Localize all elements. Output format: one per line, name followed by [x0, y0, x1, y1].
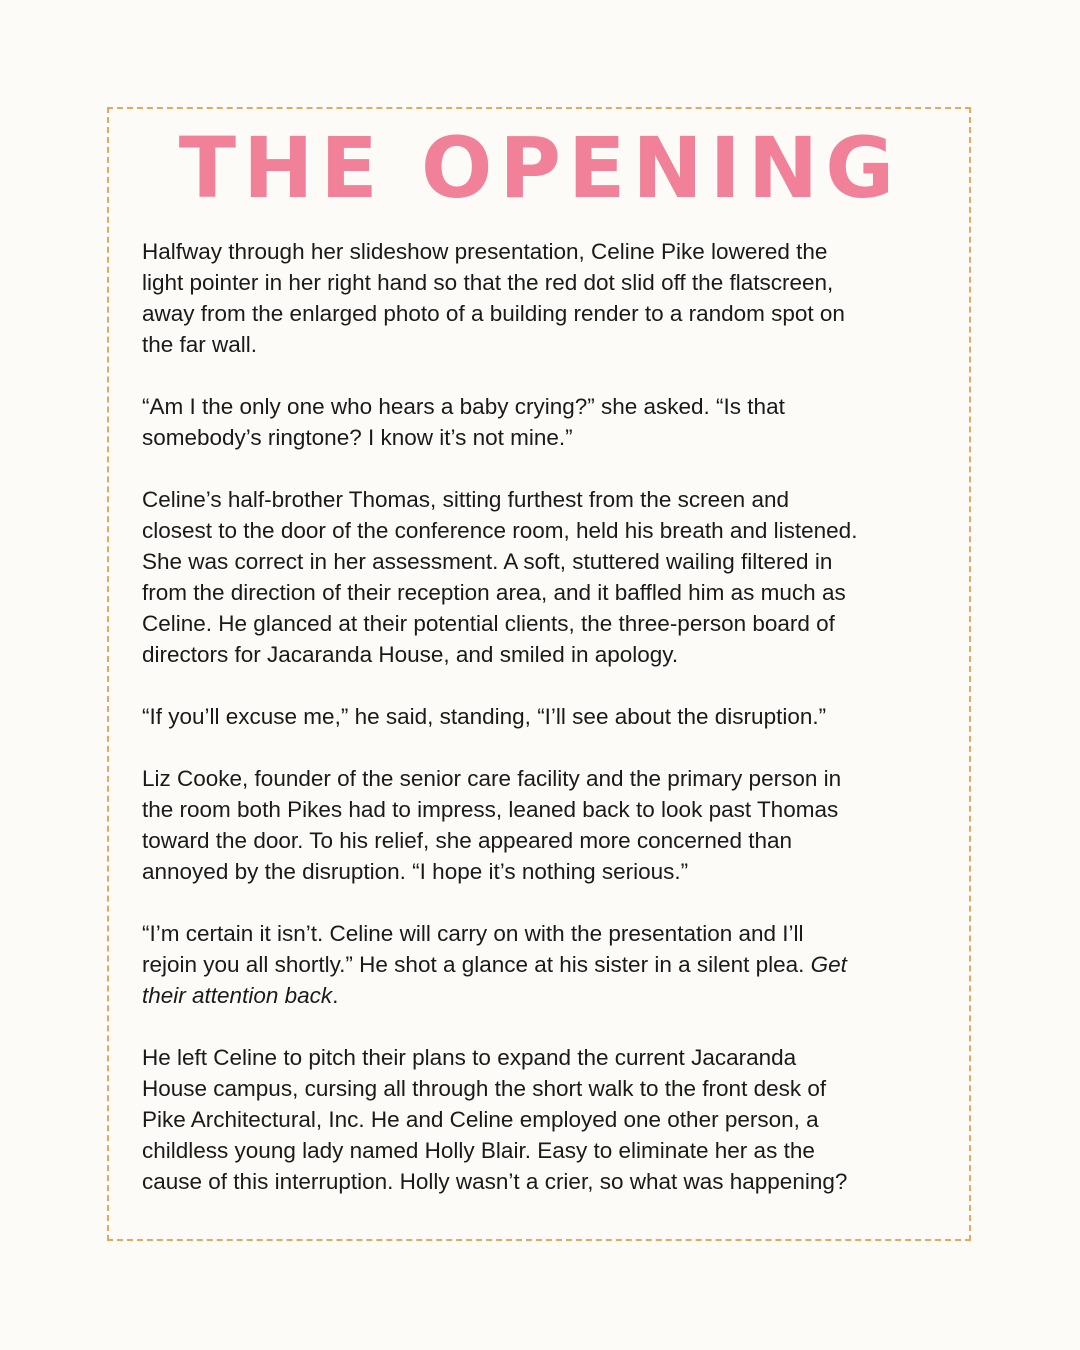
text-line: She was correct in her assessment. A soft, stuttered wailing filtered in	[142, 549, 833, 574]
text-line: somebody’s ringtone? I know it’s not mine.”	[142, 425, 573, 450]
text-line: from the direction of their reception area, and it baffled him as much as	[142, 580, 846, 605]
paragraph-6	[142, 918, 942, 1011]
text-line: directors for Jacaranda House, and smiled in apology.	[142, 642, 679, 667]
text-run: .	[332, 983, 339, 1008]
paragraph-5	[142, 763, 942, 887]
text-line: away from the enlarged photo of a building render to a random spot on	[142, 301, 845, 326]
text-line: toward the door. To his relief, she appeared more concerned than	[142, 828, 792, 853]
text-line: “If you’ll excuse me,” he said, standing, “I’ll see about the disruption.”	[142, 704, 827, 729]
page-title: THE OPENING	[178, 119, 902, 217]
text-line: closest to the door of the conference room, held his breath and listened.	[142, 518, 858, 543]
paragraph-4	[142, 701, 942, 732]
text-line: House campus, cursing all through the short walk to the front desk of	[142, 1076, 827, 1101]
text-line: the room both Pikes had to impress, leaned back to look past Thomas	[142, 797, 839, 822]
text-line: annoyed by the disruption. “I hope it’s nothing serious.”	[142, 859, 689, 884]
text-line: childless young lady named Holly Blair. Easy to eliminate her as the	[142, 1138, 815, 1163]
text-line: He left Celine to pitch their plans to expand the current Jacaranda	[142, 1045, 797, 1070]
paragraph-2	[142, 391, 942, 453]
text-line: Liz Cooke, founder of the senior care facility and the primary person in	[142, 766, 842, 791]
text-line	[142, 949, 942, 980]
text-line: cause of this interruption. Holly wasn’t a crier, so what was happening?	[142, 1169, 848, 1194]
text-line: “Am I the only one who hears a baby crying?” she asked. “Is that	[142, 394, 785, 419]
text-run: rejoin you all shortly.” He shot a glance at his sister in a silent plea.	[142, 952, 811, 977]
text-line: light pointer in her right hand so that the red dot slid off the flatscreen,	[142, 270, 834, 295]
text-line: Pike Architectural, Inc. He and Celine employed one other person, a	[142, 1107, 819, 1132]
paragraph-3	[142, 484, 942, 670]
text-line	[142, 980, 942, 1011]
text-line: Celine’s half-brother Thomas, sitting furthest from the screen and	[142, 487, 789, 512]
text-line: the far wall.	[142, 332, 258, 357]
italic-text: their attention back	[142, 983, 333, 1008]
story-text	[142, 236, 942, 1197]
text-line: “I’m certain it isn’t. Celine will carry on with the presentation and I’ll	[142, 921, 804, 946]
text-line: Halfway through her slideshow presentation, Celine Pike lowered the	[142, 239, 828, 264]
paragraph-7	[142, 1042, 942, 1197]
paragraph-1	[142, 236, 942, 360]
italic-text: Get	[810, 952, 847, 977]
text-line: Celine. He glanced at their potential clients, the three-person board of	[142, 611, 835, 636]
